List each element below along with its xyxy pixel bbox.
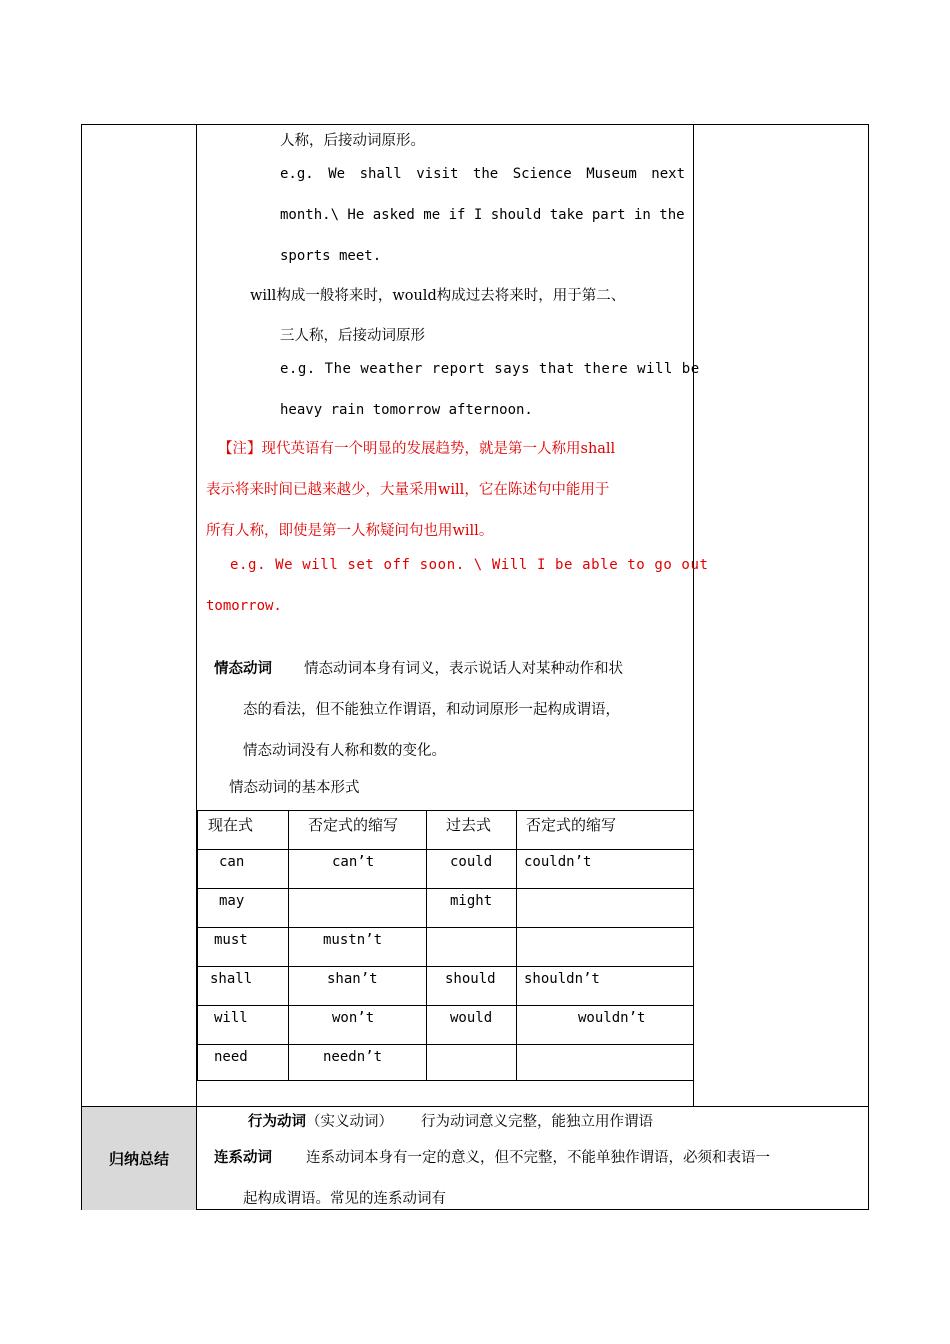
- word: e.g.: [280, 166, 314, 182]
- table-cell: shan’t: [327, 971, 378, 987]
- summary-bold: 连系动词: [214, 1150, 272, 1166]
- table-header: 否定式的缩写: [308, 816, 399, 834]
- content-line: heavy rain tomorrow afternoon.: [280, 402, 533, 418]
- modal-line: 态的看法，但不能独立作谓语，和动词原形一起构成谓语，: [243, 702, 620, 718]
- row-divider: [82, 1106, 868, 1107]
- word: the: [472, 166, 499, 182]
- content-line: month.\ He asked me if I should take part in the: [280, 207, 685, 223]
- table-cell: must: [214, 932, 248, 948]
- summary-text: 连系动词本身有一定的意义，但不完整，不能单独作谓语，必须和表语一: [306, 1150, 770, 1166]
- word: visit: [416, 166, 459, 182]
- word: Science: [512, 166, 572, 182]
- note-example: tomorrow.: [206, 598, 282, 614]
- table-cell: mustn’t: [323, 932, 383, 948]
- summary-line: 起构成谓语。常见的连系动词有: [243, 1191, 446, 1207]
- layout-table: [81, 124, 869, 1210]
- content-line: 人称，后接动词原形。: [280, 133, 425, 149]
- table-cell: need: [214, 1049, 248, 1065]
- content-line: will构成一般将来时，would构成过去将来时，用于第二、: [250, 288, 626, 304]
- table-header: 现在式: [208, 816, 254, 834]
- summary-bold: 行为动词: [248, 1114, 306, 1130]
- table-cell: will: [214, 1010, 248, 1026]
- table-cell: shouldn’t: [524, 971, 600, 987]
- summary-paren: （实义动词）: [306, 1114, 393, 1130]
- table-cell: may: [219, 893, 245, 909]
- example-sentence: [280, 166, 685, 182]
- note-line: 表示将来时间已越来越少，大量采用will，它在陈述句中能用于: [206, 482, 610, 498]
- word: Museum: [586, 166, 637, 182]
- summary-line: [248, 1110, 653, 1131]
- table-cell: should: [445, 971, 496, 987]
- note-example: e.g. We will set off soon. \ Will I be able to go out: [230, 557, 709, 573]
- content-line: sports meet.: [280, 248, 382, 264]
- table-cell: could: [450, 854, 493, 870]
- modal-heading: 情态动词: [214, 661, 272, 677]
- table-cell: can: [219, 854, 245, 870]
- content-line: e.g. The weather report says that there will be: [280, 361, 700, 377]
- note-line: 所有人称，即使是第一人称疑问句也用will。: [206, 523, 494, 539]
- word: We: [328, 166, 346, 182]
- word: next: [651, 166, 685, 182]
- table-cell: wouldn’t: [578, 1010, 646, 1026]
- table-cell: couldn’t: [524, 854, 592, 870]
- note-line: 【注】现代英语有一个明显的发展趋势，就是第一人称用shall: [218, 441, 616, 457]
- table-header: 过去式: [446, 816, 492, 834]
- table-header: 否定式的缩写: [526, 816, 617, 834]
- modal-line: 情态动词没有人称和数的变化。: [243, 743, 446, 759]
- table-cell: can’t: [332, 854, 375, 870]
- summary-line: [214, 1146, 770, 1167]
- table-cell: would: [450, 1010, 493, 1026]
- word: shall: [359, 166, 402, 182]
- table-cell: might: [450, 893, 493, 909]
- modal-verb-table: [197, 810, 694, 1081]
- table-grid: [197, 810, 694, 1081]
- summary-text: 行为动词意义完整，能独立用作谓语: [421, 1114, 653, 1130]
- table-caption: 情态动词的基本形式: [229, 780, 360, 796]
- summary-label: 归纳总结: [82, 1107, 196, 1210]
- table-cell: shall: [210, 971, 253, 987]
- table-cell: won’t: [332, 1010, 375, 1026]
- table-cell: needn’t: [323, 1049, 383, 1065]
- content-line: 三人称，后接动词原形: [280, 328, 425, 344]
- modal-text: 情态动词本身有词义，表示说话人对某种动作和状: [304, 661, 623, 677]
- modal-paragraph: [214, 657, 623, 678]
